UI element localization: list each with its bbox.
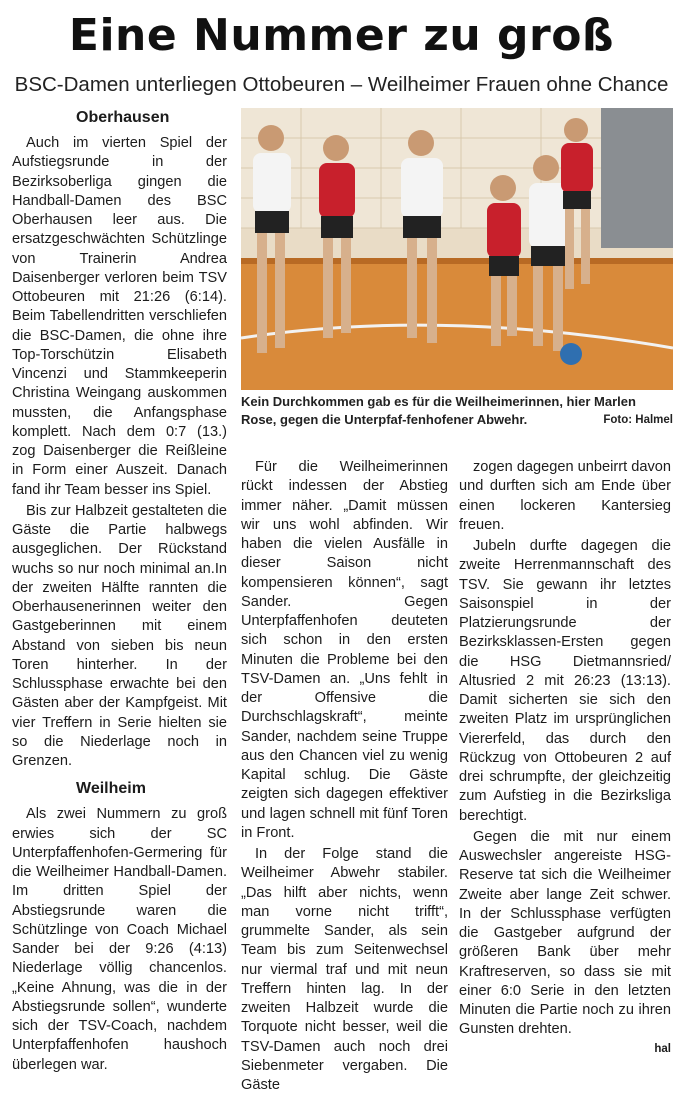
handball-scene-image	[241, 108, 673, 390]
paragraph: zogen dagegen unbeirrt davon und durften sich am Ende über einen lockeren Kantersieg freuen.	[459, 459, 671, 533]
paragraph: Jubeln durfte dagegen die zweite Herrenmannschaft des TSV. Sie gewann ihr letztes Saisonspiel in der Platzierungsrunde der Bezirksklassen-Ersten gegen die HSG Dietmannsried/ Altusried 2 mit 26:23 (13:13). Damit sicherten sie sich den zweiten Platz im ursprünglichen Viererfeld, das durch den Rückzug von Ottobeuren 2 auf drei schrumpfte, der gleichzeitig zum Aufstieg in die Bezirksliga berechtigt.	[459, 538, 671, 824]
paragraph: Auch im vierten Spiel der Aufstiegsrunde in der Bezirksoberliga gingen die Handball-Damen des BSC Oberhausen leer aus. Die ersatzgeschwächten Schützlinge von Trainerin Andrea Daisenberger verloren beim TSV Ottobeuren mit 21:26 (6:14). Beim Tabellendritten verschliefen die BSC-Damen, die ohne ihre Top-Torschützin Elisabeth Vincenzi und Stammkeeperin Christina Weingang auskommen mussten, die Anfangsphase komplett. Nach dem 0:7 (13.) zog Daisenberger die Reißleine in Form einer Auszeit. Danach fand ihr Team besser ins Spiel.	[12, 135, 227, 498]
handball	[560, 343, 582, 365]
author-initials: hal	[654, 1042, 671, 1055]
photo-caption	[241, 393, 673, 429]
paragraph: In der Folge stand die Weilheimer Abwehr stabiler. „Das hilft aber nichts, wenn man vorne nicht trifft“, grummelte Sander, als sein Team bis zum Seitenwechsel nur viermal traf und mit neun Treffern hinten lag. In der zweiten Halbzeit wurde die Torquote nicht besser, weil die TSV-Damen auch noch drei Siebenmeter vergaben. Die Gäste	[241, 846, 448, 1093]
paragraph: Gegen die mit nur einem Auswechsler angereiste HSG-Reserve tat sich die Weilheimer Zweite aber lange Zeit schwer. In der Schlussphase verfügten die Gastgeber aufgrund der größeren Bank über mehr Kraftreserven, so dass sie mit einer 6:0 Serie in den letzten Minuten die Partie noch zu ihren Gunsten drehten.	[459, 828, 671, 1038]
caption-text: Kein Durchkommen gab es für die Weilheimerinnen, hier Marlen Rose, gegen die Unterpfaf-fenhofener Abwehr.	[241, 394, 636, 427]
handball-photo	[241, 108, 673, 390]
column-2	[241, 458, 448, 1095]
paragraph: Als zwei Nummern zu groß erwies sich der SC Unterpfaffenhofen-Germering für die Weilheimer Handball-Damen. Im dritten Spiel der Abstiegsrunde waren die Schützlinge von Coach Michael Sander bei der 9:26 (4:13) Niederlage völlig chancenlos. „Keine Ahnung, was die in der Abstiegsrunde sollen“, wunderte sich der TSV-Coach, nachdem Unterpfaffenhofen haushoch überlegen war.	[12, 806, 227, 1073]
column-1	[12, 108, 227, 1075]
column-3	[459, 458, 671, 1059]
paragraph: Bis zur Halbzeit gestalteten die Gäste die Partie halbwegs ausgeglichen. Der Rückstand wuchs so nur noch minimal an.In der zweiten Hälfte rannten die Oberhausenerinnen weiter den Gastgeberinnen mit einem Abstand von sieben bis neun Toren hinterher. In der Schlussphase erwachte bei den Gästen aber der Kampfgeist. Mit vier Treffern in Serie hielten sie so die Niederlage noch in Grenzen.	[12, 502, 227, 769]
photo-credit: Foto: Halmel	[603, 414, 673, 426]
paragraph: Für die Weilheimerinnen rückt indessen der Abstieg immer näher. „Damit müssen wir uns wohl abfinden. Wir haben die vielen Ausfälle in dieser Saison nicht kompensieren können“, sagt Sander. Gegen Unterpfaffenhofen deuteten sich schon in den ersten Minuten die Probleme bei den TSV-Damen an. „Uns fehlt in der Offensive die Durchschlagskraft“, meinte Sander, nachdem seine Truppe aus den Chancen viel zu wenig Kapital schlug. Die Gäste zeigten sich dagegen effektiver und lagen schnell mit fünf Toren in Front.	[241, 459, 448, 841]
place-heading-oberhausen: Oberhausen	[76, 109, 170, 126]
headline: Eine Nummer zu groß	[68, 10, 615, 61]
subheadline: BSC-Damen unterliegen Ottobeuren – Weilheimer Frauen ohne Chance	[14, 73, 669, 96]
place-heading-weilheim: Weilheim	[76, 780, 146, 798]
